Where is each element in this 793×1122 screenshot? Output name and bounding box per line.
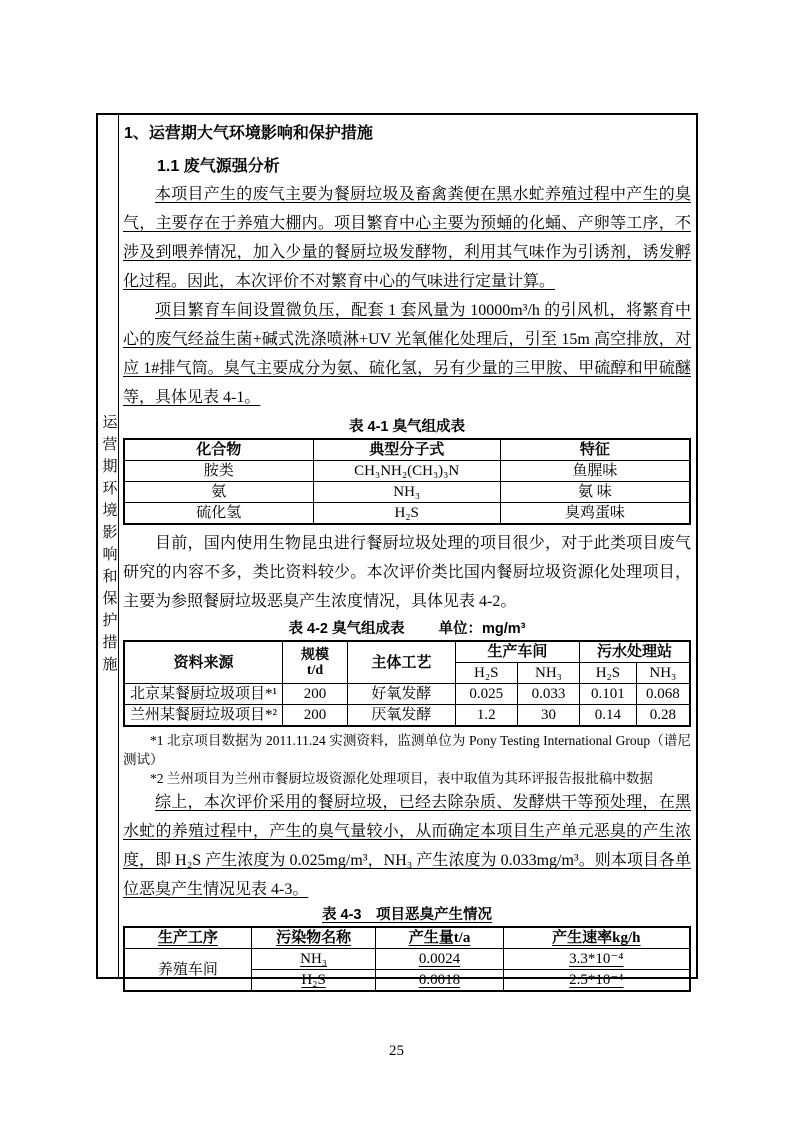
header-scale-unit: t/d [306, 662, 324, 678]
subheader-nh3: NH₃ [636, 663, 690, 684]
page-number: 25 [389, 1043, 404, 1059]
header-characteristic: 特征 [500, 439, 690, 461]
header-production-process: 生产工序 [124, 927, 251, 949]
cell-characteristic: 氨 味 [500, 482, 690, 503]
cell-process: 好氧发酵 [348, 684, 456, 705]
cell-amount: 0.0018 [376, 970, 503, 992]
table-row [124, 482, 690, 503]
cell-source: 兰州某餐厨垃圾项目*² [124, 705, 282, 727]
header-production-workshop-group: 生产车间 [455, 641, 580, 663]
table-header-row [124, 927, 690, 949]
table-4-1-odor-composition [123, 438, 691, 525]
cell-characteristic: 臭鸡蛋味 [500, 503, 690, 525]
header-data-source: 资料来源 [124, 641, 282, 684]
cell-value: 0.28 [636, 705, 690, 727]
header-main-process: 主体工艺 [348, 641, 456, 684]
cell-value: 0.033 [517, 684, 579, 705]
cell-compound: 硫化氢 [124, 503, 313, 525]
cell-scale: 200 [282, 705, 347, 727]
table-4-3-caption: 表 4-3 项目恶臭产生情况 [322, 907, 492, 923]
cell-source: 北京某餐厨垃圾项目*¹ [124, 684, 282, 705]
table-4-2-title: 表 4-2 臭气组成表 [288, 621, 405, 637]
cell-value: 0.101 [580, 684, 637, 705]
paragraph-waste-gas-source: 本项目产生的废气主要为餐厨垃圾及畜禽粪便在黑水虻养殖过程中产生的臭气，主要存在于养殖大棚内。项目繁育中心主要为预蛹的化蛹、产卵等工序，不涉及到喂养情况，加入少量的餐厨垃圾发酵物，利用其气味作为引诱剂，诱发孵化过程。因此，本次评价不对繁育中心的气味进行定量计算。 [123, 186, 691, 290]
cell-value: 0.068 [636, 684, 690, 705]
header-scale-label: 规模 [301, 647, 330, 663]
table-4-2-odor-composition [123, 640, 691, 727]
cell-process: 厌氧发酵 [348, 705, 456, 727]
table-row [124, 461, 690, 482]
cell-scale: 200 [282, 684, 347, 705]
sidebar [98, 115, 119, 977]
footnote-1: *1 北京项目数据为 2011.11.24 实测资料，监测单位为 Pony Testing International Group（谱尼测试） [123, 733, 691, 767]
cell-compound: 氨 [124, 482, 313, 503]
cell-formula: NH₃ [313, 482, 500, 503]
cell-pollutant: H₂S [251, 970, 376, 992]
header-sewage-station-group: 污水处理站 [580, 641, 690, 663]
main-content [119, 115, 696, 988]
table-4-3-odor-generation [123, 926, 691, 992]
subheader-h2s: H₂S [455, 663, 517, 684]
table-4-2-caption [123, 620, 691, 638]
header-pollutant-name: 污染物名称 [251, 927, 376, 949]
subheader-nh3: NH₃ [517, 663, 579, 684]
cell-workshop: 养殖车间 [124, 949, 251, 992]
cell-pollutant: NH₃ [251, 949, 376, 970]
table-row [124, 705, 690, 727]
cell-formula: H₂S [313, 503, 500, 525]
cell-value: 30 [517, 705, 579, 727]
cell-rate: 3.3*10⁻⁴ [503, 949, 690, 970]
cell-value: 0.025 [455, 684, 517, 705]
cell-value: 0.14 [580, 705, 637, 727]
header-generation-amount: 产生量t/a [376, 927, 503, 949]
header-generation-rate: 产生速率kg/h [503, 927, 690, 949]
paragraph-breeding-workshop: 项目繁育车间设置微负压，配套 1 套风量为 10000m³/h 的引风机，将繁育中心的废气经益生菌+碱式洗涤喷淋+UV 光氧催化处理后，引至 15m 高空排放，对应 1#排气筒。臭气主要成分为氨、硫化氢，另有少量的三甲胺、甲硫醇和甲硫醚等，具体见表 4-1。 [123, 302, 691, 406]
paragraph-analogy-projects: 目前，国内使用生物昆虫进行餐厨垃圾处理的项目很少，对于此类项目废气研究的内容不多，类比资料较少。本次评价类比国内餐厨垃圾资源化处理项目，主要为参照餐厨垃圾恶臭产生浓度情况，具体见表 4-2。 [123, 535, 691, 610]
cell-compound: 胺类 [124, 461, 313, 482]
table-row [124, 503, 690, 525]
table-4-1-caption: 表 4-1 臭气组成表 [348, 419, 465, 435]
cell-rate: 2.5*10⁻⁴ [503, 970, 690, 992]
table-4-2-unit: 单位：mg/m³ [438, 621, 526, 637]
table-row [124, 684, 690, 705]
header-formula: 典型分子式 [313, 439, 500, 461]
cell-amount: 0.0024 [376, 949, 503, 970]
cell-characteristic: 鱼腥味 [500, 461, 690, 482]
subsection-heading: 1.1 废气源强分析 [157, 158, 280, 175]
table-header-row [124, 439, 690, 461]
paragraph-conclusion: 综上，本次评价采用的餐厨垃圾，已经去除杂质、发酵烘干等预处理，在黑水虻的养殖过程中，产生的臭气量较小，从而确定本项目生产单元恶臭的产生浓度，即 H₂S 产生浓度为 0.025mg/m³，NH₃ 产生浓度为 0.033mg/m³。则本项目各单位恶臭产生情况见表 4-3。 [123, 794, 691, 898]
sidebar-vertical-label: 运营期环境影响和保护措施 [100, 414, 117, 678]
table-row [124, 949, 690, 970]
header-scale [282, 641, 347, 684]
cell-formula: CH₃NH₂(CH₃)₃N [313, 461, 500, 482]
header-compound: 化合物 [124, 439, 313, 461]
table-header-row [124, 641, 690, 663]
subheader-h2s: H₂S [580, 663, 637, 684]
content-frame [96, 113, 698, 988]
section-heading: 1、运营期大气环境影响和保护措施 [124, 125, 373, 142]
cell-value: 1.2 [455, 705, 517, 727]
footnote-2: *2 兰州项目为兰州市餐厨垃圾资源化处理项目，表中取值为其环评报告报批稿中数据 [150, 771, 653, 786]
